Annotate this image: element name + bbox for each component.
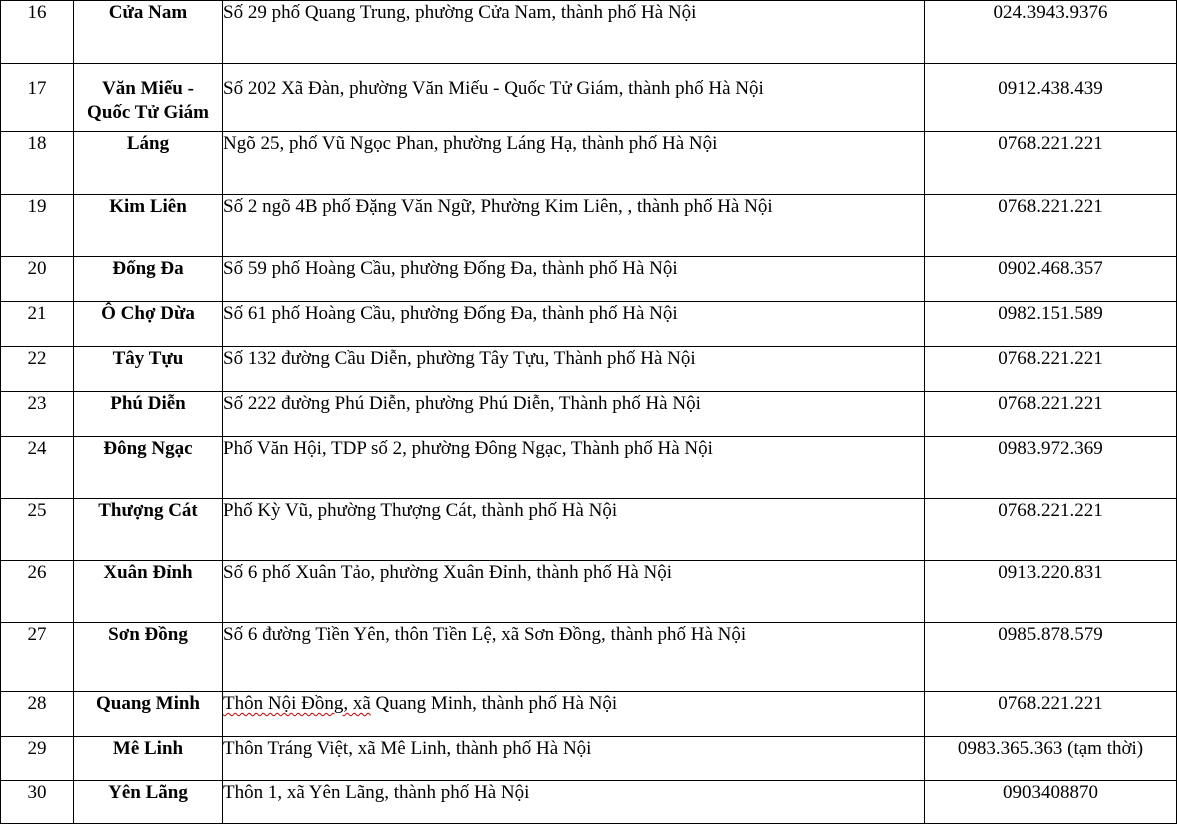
ward-address [223, 692, 925, 737]
row-number: 18 [1, 132, 74, 195]
ward-address: Số 29 phố Quang Trung, phường Cửa Nam, thành phố Hà Nội [223, 1, 925, 64]
ward-name: Xuân Đỉnh [74, 561, 223, 623]
ward-phone: 0983.365.363 (tạm thời) [925, 737, 1177, 781]
ward-phone: 0913.220.831 [925, 561, 1177, 623]
row-number: 23 [1, 392, 74, 437]
table-row [1, 64, 1177, 132]
ward-address: Số 202 Xã Đàn, phường Văn Miếu - Quốc Tử Giám, thành phố Hà Nội [223, 64, 925, 132]
row-number: 28 [1, 692, 74, 737]
ward-name: Quang Minh [74, 692, 223, 737]
ward-phone: 0912.438.439 [925, 64, 1177, 132]
table-row [1, 561, 1177, 623]
table-row [1, 132, 1177, 195]
ward-address: Số 6 phố Xuân Tảo, phường Xuân Đỉnh, thành phố Hà Nội [223, 561, 925, 623]
ward-address: Số 132 đường Cầu Diễn, phường Tây Tựu, Thành phố Hà Nội [223, 347, 925, 392]
ward-phone: 0768.221.221 [925, 347, 1177, 392]
ward-phone: 0983.972.369 [925, 437, 1177, 499]
ward-address: Phố Văn Hội, TDP số 2, phường Đông Ngạc, Thành phố Hà Nội [223, 437, 925, 499]
ward-address: Thôn 1, xã Yên Lãng, thành phố Hà Nội [223, 781, 925, 824]
ward-name: Cửa Nam [74, 1, 223, 64]
ward-name: Láng [74, 132, 223, 195]
ward-name: Thượng Cát [74, 499, 223, 561]
ward-phone: 0768.221.221 [925, 692, 1177, 737]
table-row [1, 1, 1177, 64]
address-text: Quang Minh, thành phố Hà Nội [370, 693, 618, 714]
ward-phone: 024.3943.9376 [925, 1, 1177, 64]
table-row [1, 257, 1177, 302]
ward-name: Đông Ngạc [74, 437, 223, 499]
ward-address: Ngõ 25, phố Vũ Ngọc Phan, phường Láng Hạ, thành phố Hà Nội [223, 132, 925, 195]
ward-name: Sơn Đồng [74, 623, 223, 692]
table-row [1, 623, 1177, 692]
table-row [1, 499, 1177, 561]
table-row [1, 302, 1177, 347]
ward-phone: 0768.221.221 [925, 499, 1177, 561]
ward-name-line: Văn Miếu - [102, 78, 194, 99]
ward-address: Phố Kỳ Vũ, phường Thượng Cát, thành phố Hà Nội [223, 499, 925, 561]
row-number: 29 [1, 737, 74, 781]
ward-address: Số 61 phố Hoàng Cầu, phường Đống Đa, thành phố Hà Nội [223, 302, 925, 347]
table-row [1, 437, 1177, 499]
ward-address: Thôn Tráng Việt, xã Mê Linh, thành phố Hà Nội [223, 737, 925, 781]
row-number: 24 [1, 437, 74, 499]
row-number: 16 [1, 1, 74, 64]
ward-address: Số 2 ngõ 4B phố Đặng Văn Ngữ, Phường Kim Liên, , thành phố Hà Nội [223, 195, 925, 257]
ward-phone: 0903408870 [925, 781, 1177, 824]
table-row [1, 692, 1177, 737]
ward-address: Số 222 đường Phú Diễn, phường Phú Diễn, Thành phố Hà Nội [223, 392, 925, 437]
ward-name: Tây Tựu [74, 347, 223, 392]
ward-phone: 0985.878.579 [925, 623, 1177, 692]
ward-name: Kim Liên [74, 195, 223, 257]
ward-name: Đống Đa [74, 257, 223, 302]
row-number: 25 [1, 499, 74, 561]
spellcheck-flagged-text: Thôn Nội Đồng, xã [223, 693, 371, 714]
table-row [1, 737, 1177, 781]
row-number: 27 [1, 623, 74, 692]
ward-phone: 0902.468.357 [925, 257, 1177, 302]
ward-phone: 0768.221.221 [925, 132, 1177, 195]
ward-address: Số 6 đường Tiền Yên, thôn Tiền Lệ, xã Sơn Đồng, thành phố Hà Nội [223, 623, 925, 692]
row-number: 20 [1, 257, 74, 302]
row-number: 30 [1, 781, 74, 824]
table-row [1, 781, 1177, 824]
row-number: 21 [1, 302, 74, 347]
table-row [1, 195, 1177, 257]
ward-address: Số 59 phố Hoàng Cầu, phường Đống Đa, thành phố Hà Nội [223, 257, 925, 302]
row-number: 17 [1, 64, 74, 132]
row-number: 19 [1, 195, 74, 257]
table-row [1, 392, 1177, 437]
ward-name [74, 64, 223, 132]
ward-phone: 0768.221.221 [925, 392, 1177, 437]
ward-name: Ô Chợ Dừa [74, 302, 223, 347]
ward-name-line: Quốc Tử Giám [87, 102, 209, 123]
ward-name: Yên Lãng [74, 781, 223, 824]
row-number: 22 [1, 347, 74, 392]
table-row [1, 347, 1177, 392]
ward-phone: 0768.221.221 [925, 195, 1177, 257]
ward-name: Phú Diễn [74, 392, 223, 437]
row-number: 26 [1, 561, 74, 623]
ward-name: Mê Linh [74, 737, 223, 781]
ward-phone: 0982.151.589 [925, 302, 1177, 347]
